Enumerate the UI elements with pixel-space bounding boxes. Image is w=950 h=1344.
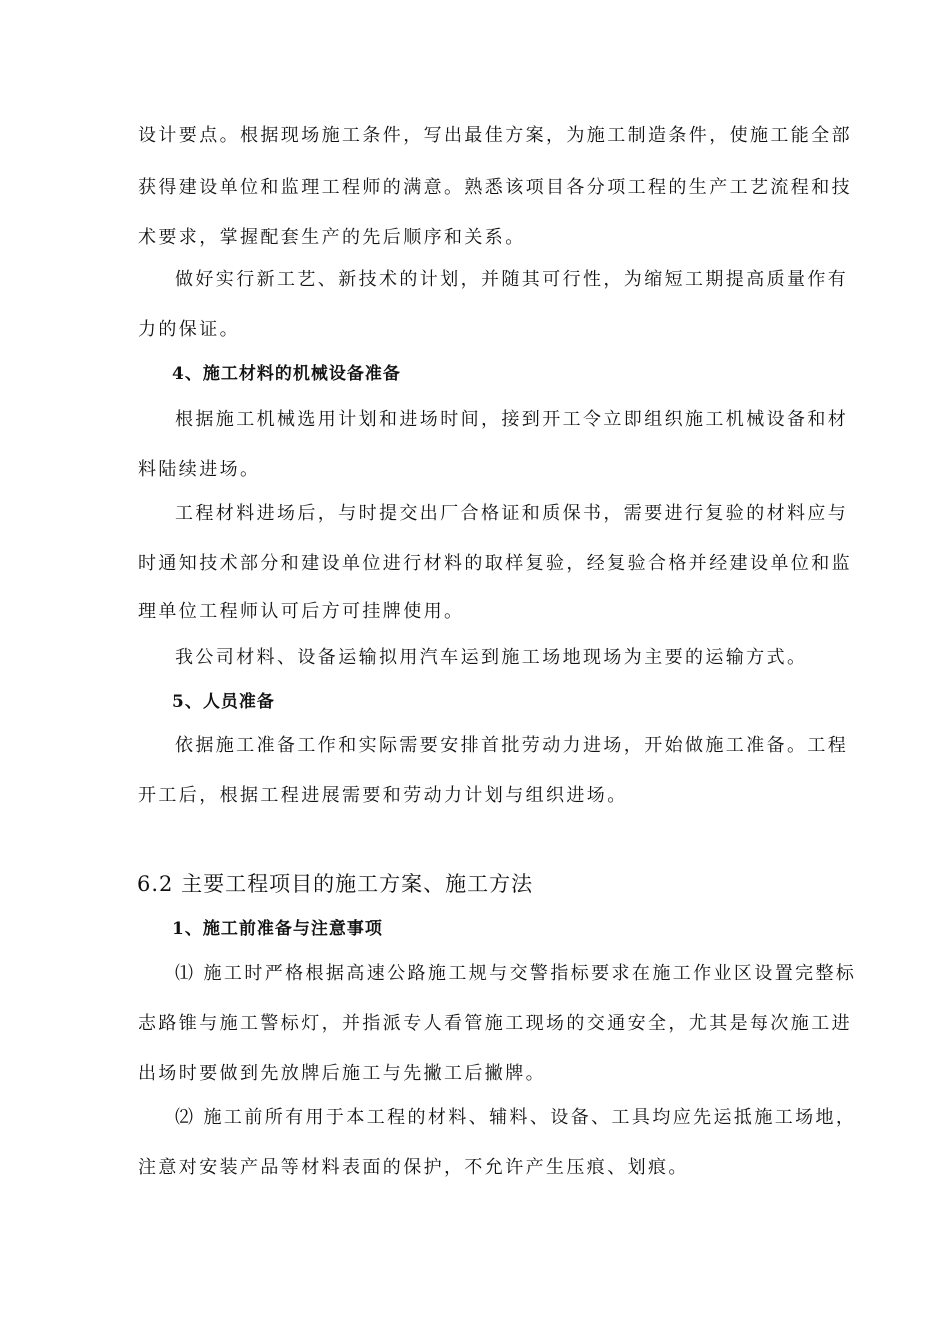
paragraph-line: ⑵ 施工前所有用于本工程的材料、辅料、设备、工具均应先运抵施工场地，: [175, 1107, 857, 1128]
paragraph-line: 设计要点。根据现场施工条件，写出最佳方案，为施工制造条件，使施工能全部: [138, 125, 852, 146]
paragraph-line: 力的保证。: [138, 319, 240, 340]
paragraph-line: 注意对安装产品等材料表面的保护，不允许产生压痕、划痕。: [138, 1157, 689, 1178]
section-title: 6.2 主要工程项目的施工方案、施工方法: [137, 872, 534, 896]
paragraph-line: 我公司材料、设备运输拟用汽车运到施工场地现场为主要的运输方式。: [175, 647, 808, 668]
subheading-personnel: 5、人员准备: [172, 692, 275, 712]
paragraph-line: 做好实行新工艺、新技术的计划，并随其可行性，为缩短工期提高质量作有: [175, 269, 849, 290]
paragraph-line: 理单位工程师认可后方可挂牌使用。: [138, 601, 465, 622]
paragraph-line: 开工后，根据工程进展需要和劳动力计划与组织进场。: [138, 785, 628, 806]
paragraph-line: 时通知技术部分和建设单位进行材料的取样复验，经复验合格并经建设单位和监: [138, 553, 852, 574]
paragraph-line: ⑴ 施工时严格根据高速公路施工规与交警指标要求在施工作业区设置完整标: [175, 963, 857, 984]
paragraph-line: 术要求，掌握配套生产的先后顺序和关系。: [138, 227, 526, 248]
paragraph-line: 工程材料进场后，与时提交出厂合格证和质保书，需要进行复验的材料应与: [175, 503, 849, 524]
paragraph-line: 料陆续进场。: [138, 459, 261, 480]
subheading-materials-equipment: 4、施工材料的机械设备准备: [172, 364, 401, 384]
subheading-preparation: 1、施工前准备与注意事项: [172, 919, 383, 939]
paragraph-line: 依据施工准备工作和实际需要安排首批劳动力进场，开始做施工准备。工程: [175, 735, 849, 756]
paragraph-line: 志路锥与施工警标灯，并指派专人看管施工现场的交通安全，尤其是每次施工进: [138, 1013, 852, 1034]
paragraph-line: 获得建设单位和监理工程师的满意。熟悉该项目各分项工程的生产工艺流程和技: [138, 177, 852, 198]
paragraph-line: 出场时要做到先放牌后施工与先撇工后撇牌。: [138, 1063, 546, 1084]
paragraph-line: 根据施工机械选用计划和进场时间，接到开工令立即组织施工机械设备和材: [175, 409, 849, 430]
